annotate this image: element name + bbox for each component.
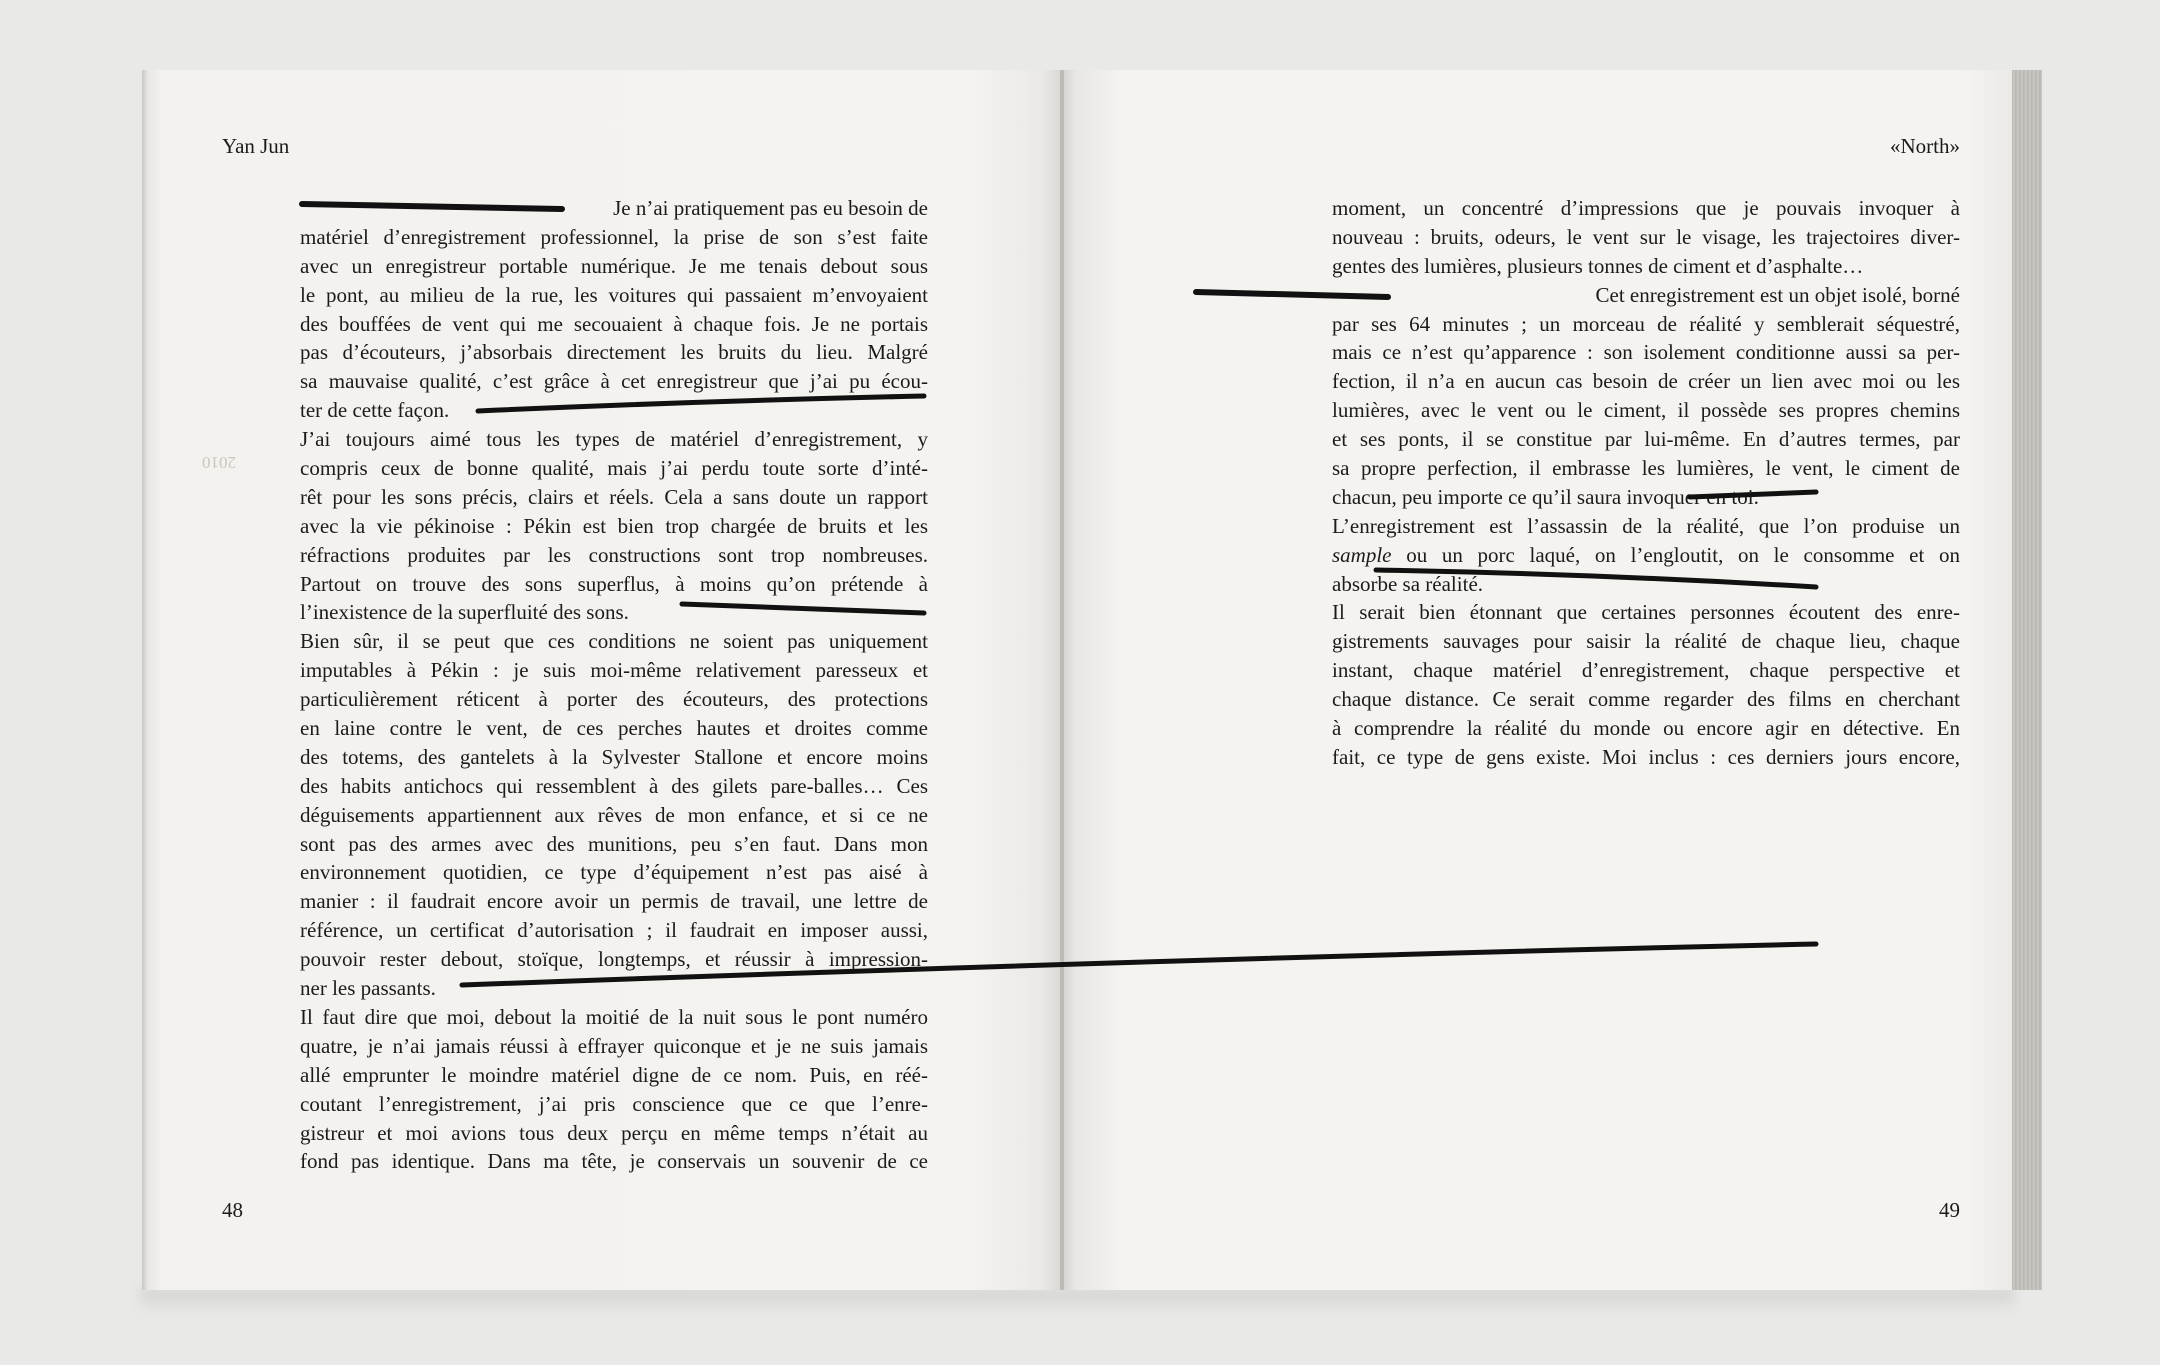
text-line: sa propre perfection, il embrasse les lumières, le vent, le ciment de: [1332, 456, 1960, 481]
text-line: le pont, au milieu de la rue, les voitures qui passaient m’envoyaient: [300, 282, 928, 307]
text-line: lumières, avec le vent ou le ciment, il possède ses propres chemins: [1332, 398, 1960, 423]
text-line: et ses ponts, il se constitue par lui-même. En d’autres termes, par: [1332, 427, 1960, 452]
text-line: des totems, des gantelets à la Sylvester Stallone et encore moins: [300, 744, 928, 769]
text-line: fond pas identique. Dans ma tête, je conservais un souvenir de ce: [300, 1149, 928, 1174]
page-edges: [2012, 70, 2042, 1290]
text-line: ter de cette façon.: [300, 398, 450, 423]
text-line: Il serait bien étonnant que certaines personnes écoutent des enre-: [1332, 600, 1960, 625]
text-line: Partout on trouve des sons superflus, à moins qu’on prétende à: [300, 571, 928, 596]
text-line: fection, il n’a en aucun cas besoin de créer un lien avec moi ou les: [1332, 369, 1960, 394]
running-head-title: «North»: [1890, 134, 1960, 158]
running-head-author: Yan Jun: [222, 134, 290, 158]
page-number-left: 48: [222, 1198, 243, 1222]
text-line: fait, ce type de gens existe. Moi inclus : ces derniers jours encore,: [1332, 744, 1960, 769]
page-number-right: 49: [1939, 1198, 1960, 1222]
text-line: J’ai toujours aimé tous les types de matériel d’enregistrement, y: [300, 427, 928, 452]
text-line: imputables à Pékin : je suis moi-même relativement paresseux et: [300, 658, 928, 683]
left-page-text: [300, 194, 928, 1176]
text-line: rêt pour les sons précis, clairs et réels. Cela a sans doute un rapport: [300, 484, 928, 509]
text-line: Bien sûr, il se peut que ces conditions ne soient pas uniquement: [300, 629, 928, 654]
text-line: mais ce n’est qu’apparence : son isolement conditionne aussi sa per-: [1332, 340, 1960, 365]
text-line: pouvoir rester debout, stoïque, longtemps, et réussir à impression-: [300, 947, 928, 972]
text-line: [1332, 541, 1960, 570]
text-line: des bouffées de vent qui me secouaient à chaque fois. Je ne portais: [300, 311, 928, 336]
text-line: coutant l’enregistrement, j’ai pris conscience que ce que l’enre-: [300, 1091, 928, 1116]
text-line: nouveau : bruits, odeurs, le vent sur le visage, les trajectoires diver-: [1332, 224, 1960, 249]
text-line: avec un enregistreur portable numérique. Je me tenais debout sous: [300, 253, 928, 278]
text-line: déguisements appartiennent aux rêves de mon enfance, et si ce ne: [300, 802, 928, 827]
left-page: [142, 70, 1062, 1290]
text-line: L’enregistrement est l’assassin de la réalité, que l’on produise un: [1332, 513, 1960, 538]
text-line: gistrements sauvages pour saisir la réalité de chaque lieu, chaque: [1332, 629, 1960, 654]
text-line: réfractions produites par les constructions sont trop nombreuses.: [300, 542, 928, 567]
text-line: l’inexistence de la superfluité des sons.: [300, 600, 629, 625]
text-line: ner les passants.: [300, 976, 436, 1001]
text-line: gentes des lumières, plusieurs tonnes de ciment et d’asphalte…: [1332, 253, 1864, 278]
text-line: en laine contre le vent, de ces perches hautes et droites comme: [300, 716, 928, 741]
book-shadow: [140, 1288, 2015, 1312]
text-line: sa mauvaise qualité, c’est grâce à cet enregistreur que j’ai pu écou-: [300, 369, 928, 394]
text-line: instant, chaque matériel d’enregistrement, chaque perspective et: [1332, 658, 1960, 683]
right-page: [1062, 70, 2012, 1290]
text-line: allé emprunter le moindre matériel digne de ce nom. Puis, en réé-: [300, 1062, 928, 1087]
margin-note-year: 2010: [202, 453, 236, 472]
right-page-text: [1332, 194, 1960, 772]
text-line: environnement quotidien, ce type d’équipement n’est pas aisé à: [300, 860, 928, 885]
text-line: compris ceux de bonne qualité, mais j’ai perdu toute sorte d’inté-: [300, 456, 928, 481]
text-line: à comprendre la réalité du monde ou encore agir en détective. En: [1332, 716, 1960, 741]
text-line: chacun, peu importe ce qu’il saura invoquer en toi.: [1332, 484, 1759, 509]
text-line: absorbe sa réalité.: [1332, 571, 1484, 596]
text-line: manier : il faudrait encore avoir un permis de travail, une lettre de: [300, 889, 928, 914]
text-line: des habits antichocs qui ressemblent à des gilets pare-balles… Ces: [300, 773, 928, 798]
text-line: sont pas des armes avec des munitions, peu s’en faut. Dans mon: [300, 831, 928, 856]
text-line: Je n’ai pratiquement pas eu besoin de: [613, 196, 928, 220]
text-line: Cet enregistrement est un objet isolé, borné: [1595, 282, 1960, 307]
text-line: par ses 64 minutes ; un morceau de réalité y semblerait séquestré,: [1332, 311, 1960, 336]
text-line: avec la vie pékinoise : Pékin est bien trop chargée de bruits et les: [300, 513, 928, 538]
text-line: référence, un certificat d’autorisation ; il faudrait en imposer aussi,: [300, 918, 928, 943]
text-line: Il faut dire que moi, debout la moitié de la nuit sous le pont numéro: [300, 1004, 928, 1029]
text-line: moment, un concentré d’impressions que je pouvais invoquer à: [1332, 196, 1960, 220]
text-line: quatre, je n’ai jamais réussi à effrayer quiconque et je ne suis jamais: [300, 1033, 928, 1058]
open-book: [142, 70, 2012, 1290]
book-gutter: [1060, 70, 1064, 1290]
text-line: pas d’écouteurs, j’absorbais directement les bruits du lieu. Malgré: [300, 340, 928, 365]
text-line: chaque distance. Ce serait comme regarder des films en cherchant: [1332, 687, 1960, 712]
italic-word: sample: [1332, 542, 1392, 567]
text-line: gistreur et moi avions tous deux perçu en même temps n’était au: [300, 1120, 928, 1145]
text-line: particulièrement réticent à porter des écouteurs, des protections: [300, 687, 928, 712]
text-fragment: ou un porc laqué, on l’engloutit, on le consomme et on: [1406, 542, 1961, 567]
text-line: matériel d’enregistrement professionnel, la prise de son s’est faite: [300, 224, 928, 249]
